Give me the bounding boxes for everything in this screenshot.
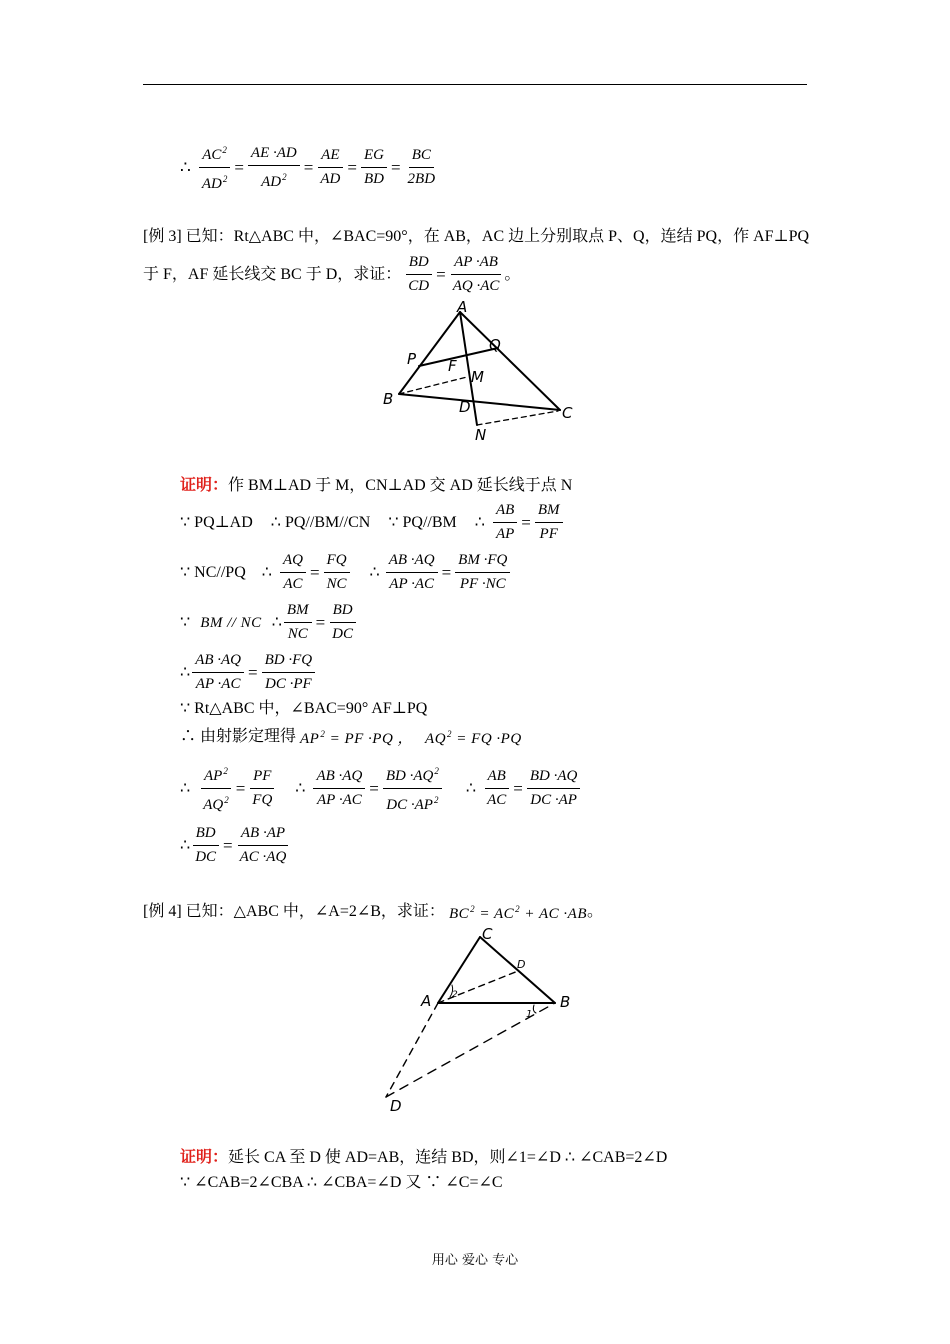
proof3-step5: ∵ Rt△ABC 中，∠BAC=90° AF⊥PQ [180, 700, 428, 717]
proof3-step2: ∵ NC//PQ ∴ $\frac{AQ}{AC}$ = $\frac{FQ}{NC}$ ∴ $\frac{AB \cdot AQ}{AP \cdot AC}$ = $\frac{BM \cdot FQ}{PF \cdot NC}$ [180, 550, 510, 595]
proof3-step1: ∵ PQ⊥AD ∴ PQ//BM//CN ∵ PQ//BM ∴ $\frac{AB}{AP}$ = $\frac{BM}{PF}$ [180, 500, 563, 545]
fraction: $\frac{AC^2}{AD^2}$ [199, 140, 231, 195]
label-d-small: D [517, 958, 526, 971]
example4-statement: [例 4] 已知：△ABC 中，∠A=2∠B，求证： $BC^2 = AC^2$ + AC ·AB 。 [143, 902, 603, 922]
figure-triangle-abc-pq [375, 300, 590, 450]
label-angle-2: 2 [452, 990, 458, 1000]
label-m: M [471, 368, 484, 386]
example3-statement-line2: 于 F，AF 延长线交 BC 于 D，求证： $\frac{BD}{CD}$ = $\frac{AP \cdot AB}{AQ \cdot AC}$ 。 [143, 254, 521, 294]
ratio-equation-line: ∴ $\frac{AC^2}{AD^2}$ = $\frac{AE \cdot AD}{AD^2}$ = $\frac{AE}{AD}$ = $\frac{EG}{BD}$ = $\frac{BC}{2BD}$ [180, 140, 438, 195]
label-q: Q [489, 336, 501, 354]
proof3-step8: ∴ $\frac{BD}{DC}$ = $\frac{AB \cdot AP}{AC \cdot AQ}$ [180, 825, 287, 865]
label-n: N [475, 426, 487, 444]
proof3-step7: ∴ $\frac{AP^2}{AQ^2}$ = $\frac{PF}{FQ}$ ∴ $\frac{AB \cdot AQ}{AP \cdot AC}$ = $\frac{BD \cdot AQ^2}{DC \cdot AP^2}$ ∴ $\frac{AB}{AC}$ = $\frac{BD \cdot AQ}{DC \cdot AP}$ [180, 761, 580, 816]
label-angle-1: 1 [526, 1009, 533, 1020]
proof4-header: 证明：延长 CA 至 D 使 AD=AB，连结 BD，则∠1=∠D ∴ ∠CAB=2∠D [180, 1149, 668, 1166]
proof3-step3: ∵ BM // NC ∴ $\frac{BM}{NC}$ = $\frac{BD}{DC}$ [180, 600, 356, 645]
label-p: P [407, 350, 417, 368]
therefore-symbol: ∴ [180, 157, 191, 177]
proof3-step4: ∴ $\frac{AB \cdot AQ}{AP \cdot AC}$ = $\frac{BD \cdot FQ}{DC \cdot PF}$ [180, 650, 315, 695]
label-c: C [482, 925, 493, 943]
label-a: A [457, 300, 468, 316]
label-f: F [448, 357, 457, 375]
label-a: A [421, 992, 432, 1010]
proof3-step6: ∴ 由射影定理得 $AP^2$ = PF ·PQ ， $AQ^2$ = FQ ·PQ [180, 727, 522, 747]
fraction: $\frac{BC}{2BD}$ [407, 147, 436, 187]
label-d: D [459, 398, 471, 416]
figure-triangle-abc-extended [380, 925, 580, 1115]
label-b: B [560, 993, 571, 1011]
fraction: $\frac{AE \cdot AD}{AD^2}$ [248, 143, 300, 193]
fraction: $\frac{AE}{AD}$ [317, 145, 343, 190]
header-rule [143, 84, 807, 85]
proof4-step2: ∵ ∠CAB=2∠CBA ∴ ∠CBA=∠D 又 ∵ ∠C=∠C [180, 1174, 503, 1191]
proof3-header: 证明：作 BM⊥AD 于 M，CN⊥AD 交 AD 延长线于点 N [180, 477, 573, 494]
fraction: $\frac{EG}{BD}$ [361, 145, 387, 190]
label-c: C [562, 404, 573, 422]
label-d: D [390, 1097, 402, 1115]
page-footer: 用心 爱心 专心 [431, 1253, 519, 1268]
label-b: B [383, 390, 394, 408]
example3-statement-line1: [例 3] 已知：Rt△ABC 中，∠BAC=90°，在 AB，AC 边上分别取点 P、Q，连结 PQ，作 AF⊥PQ [143, 228, 810, 245]
